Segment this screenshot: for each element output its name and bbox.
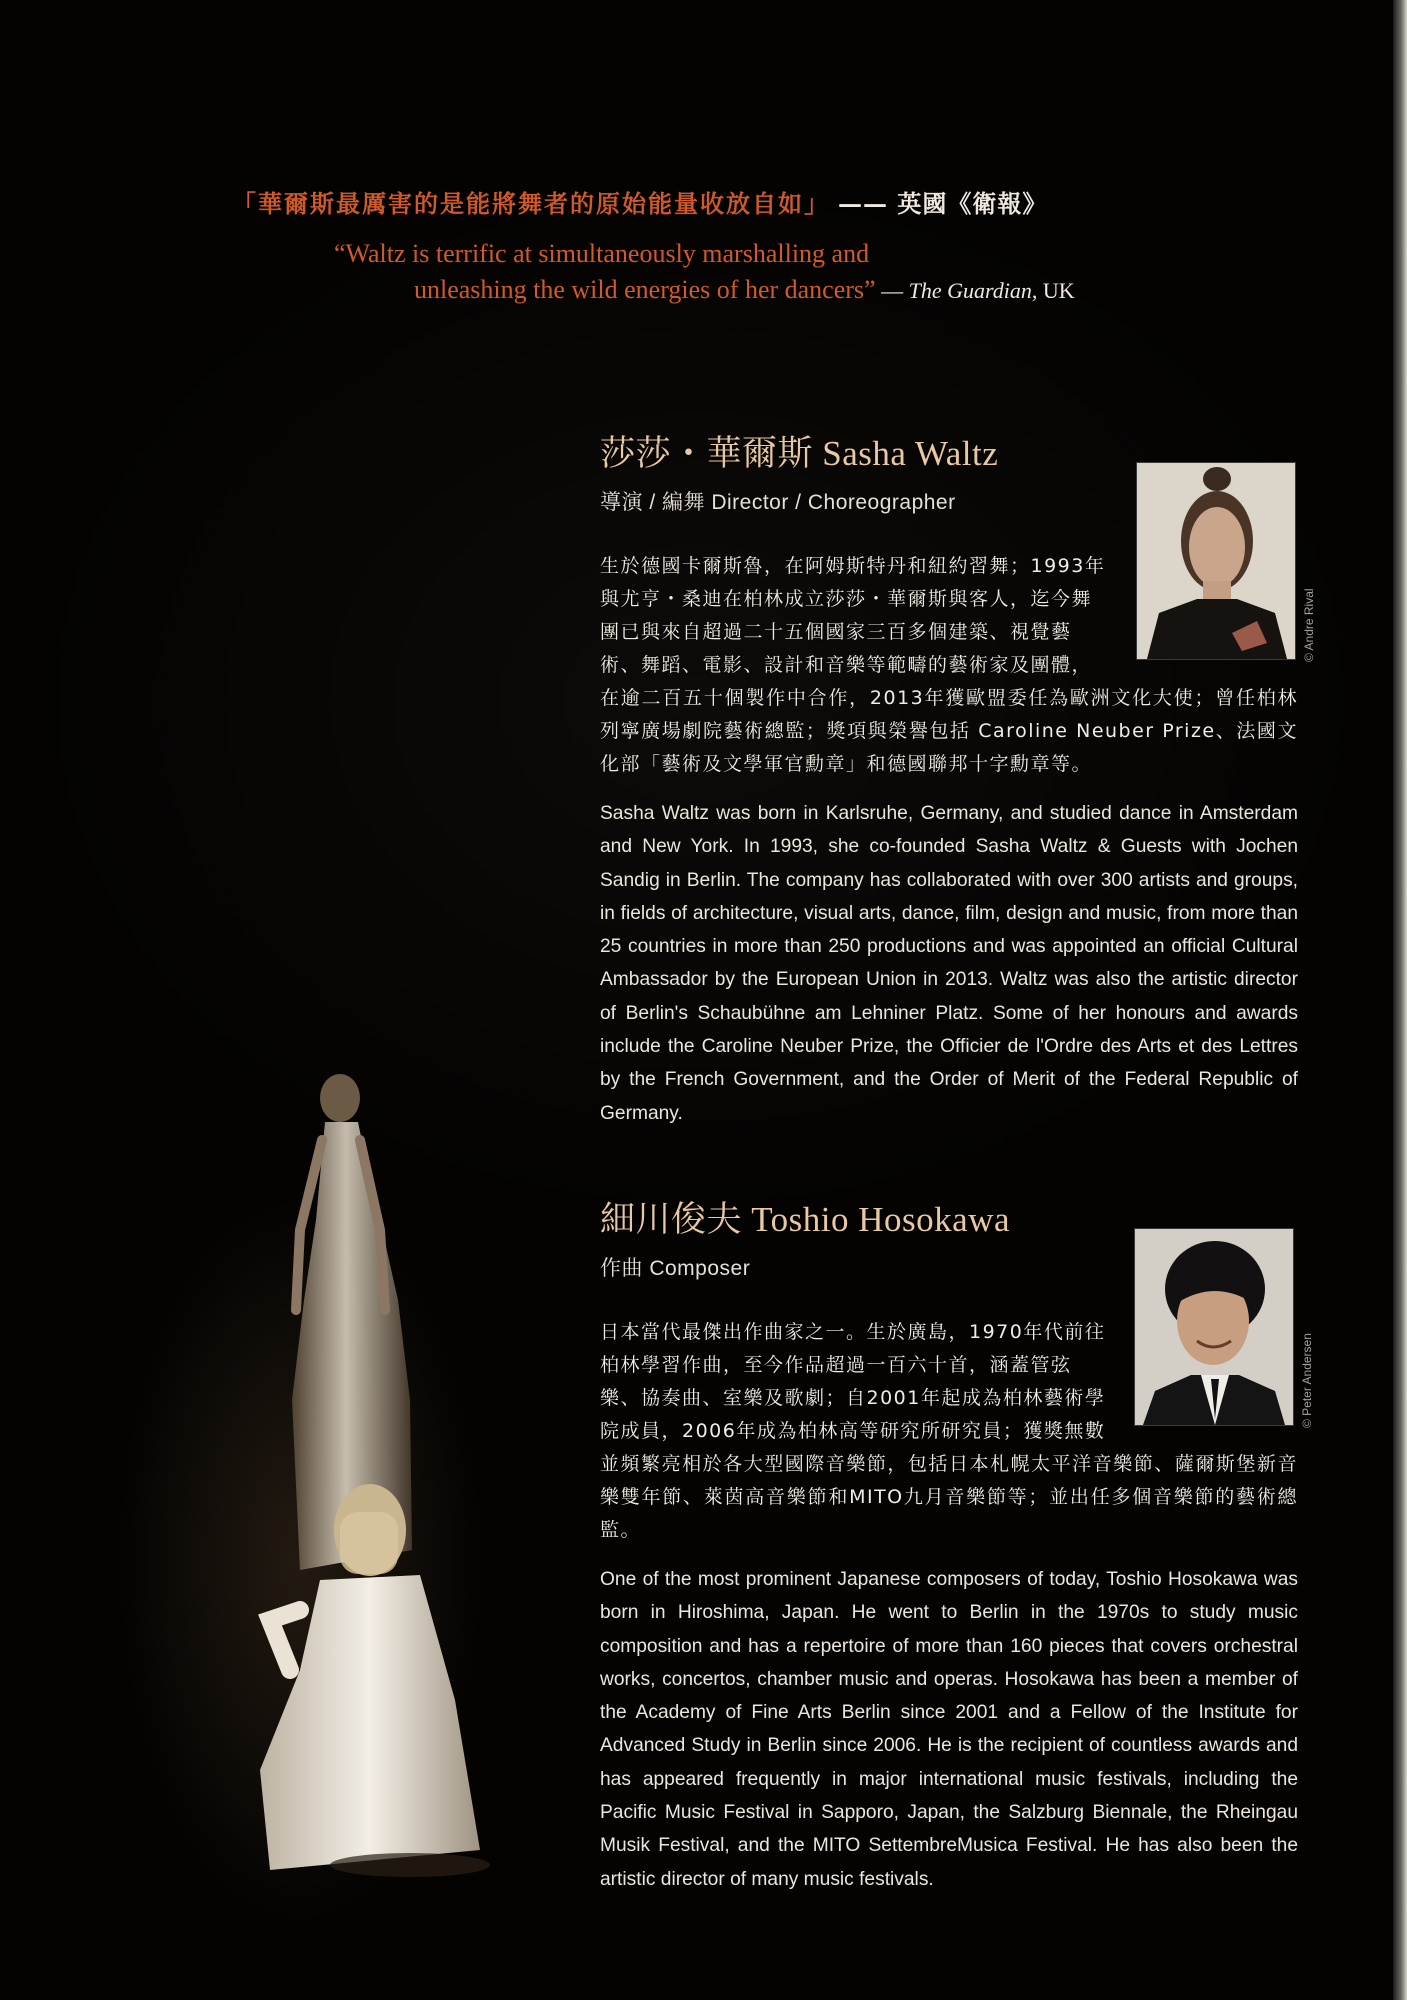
bio-english-text: One of the most prominent Japanese composers of today, Toshio Hosokawa was born in Hiroshima, Japan. He went to Berlin in the 1970s to study music composition and has a repertoire of more than 160 pieces that covers orchestral works, concertos, chamber music and operas. Hosokawa has been a member of the Academy of Fine Arts Berlin since 2001 and a Fellow of the Institute for Advanced Study in Berlin since 2006. He is the recipient of countless awards and has appeared frequently in major international music festivals, including the Pacific Music Festival in Sapporo, Japan, the Salzburg Biennale, the Rheingau Musik Festival, and the MITO SettembreMusica Festival. He has also been the artistic director of many music festivals. (600, 1569, 1298, 1890)
bio-chinese-line: 柏林學習作曲，至今作品超過一百六十首，涵蓋管弦 (600, 1354, 1072, 1376)
bio-name: 細川俊夫 Toshio Hosokawa (600, 1200, 1011, 1239)
bio-chinese-paragraph: 在逾二百五十個製作中合作，2013年獲歐盟委任為歐洲文化大使；曾任柏林列寧廣場劇院藝術總監；獎項與榮譽包括 Caroline Neuber Prize、法國文化部「藝術及文學軍官勳章」和德國聯邦十字勳章等。 (600, 687, 1298, 775)
quote-english-dash: — (875, 278, 909, 303)
bio-chinese-line: 樂、協奏曲、室樂及歌劇；自2001年起成為柏林藝術學 (600, 1387, 1106, 1409)
quote-chinese (232, 184, 1132, 219)
quote-english (300, 236, 1200, 309)
quote-english-country: , UK (1031, 278, 1075, 303)
quote-chinese-text: 「華爾斯最厲害的是能將舞者的原始能量收放自如」 (232, 189, 830, 218)
portrait-photo-sasha (1136, 462, 1296, 660)
quote-english-line2-wrap (300, 272, 1200, 309)
portrait-toshio-image (1135, 1229, 1293, 1425)
bio-chinese-line: 術、舞蹈、電影、設計和音樂等範疇的藝術家及團體， (600, 654, 1093, 676)
quote-chinese-source: —— 英國《衛報》 (838, 189, 1048, 218)
bio-chinese-line: 團已與來自超過二十五個國家三百多個建築、視覺藝 (600, 621, 1072, 643)
bio-role: 導演 / 編舞 Director / Choreographer (600, 491, 956, 514)
bio-chinese-line: 院成員，2006年成為柏林高等研究所研究員；獲獎無數 (600, 1420, 1106, 1442)
kneeling-dancer-figure (230, 1470, 530, 1890)
bio-role: 作曲 Composer (600, 1257, 751, 1280)
page-edge (1393, 0, 1407, 2000)
quote-english-line1: “Waltz is terrific at simultaneously marshalling and (334, 239, 870, 268)
bio-name: 莎莎・華爾斯 Sasha Waltz (600, 434, 999, 473)
bio-chinese-line: 生於德國卡爾斯魯，在阿姆斯特丹和紐約習舞；1993年 (600, 555, 1106, 577)
quote-english-line2: unleashing the wild energies of her dancers” (414, 275, 876, 304)
bio-chinese-line: 日本當代最傑出作曲家之一。生於廣島，1970年代前往 (600, 1321, 1106, 1343)
quote-english-publication: The Guardian (908, 278, 1032, 303)
photo-credit-toshio: © Peter Andersen (1300, 1333, 1314, 1428)
portrait-sasha-image (1137, 463, 1295, 659)
bio-english-text: Sasha Waltz was born in Karlsruhe, Germany, and studied dance in Amsterdam and New York. In 1993, she co-founded Sasha Waltz & Guests with Jochen Sandig in Berlin. The company has collaborated with over 300 artists and groups, in fields of architecture, visual arts, dance, film, design and music, from more than 25 countries in more than 250 productions and was appointed an official Cultural Ambassador by the European Union in 2013. Waltz was also the artistic director of Berlin's Schaubühne am Lehniner Platz. Some of her honours and awards include the Caroline Neuber Prize, the Officier de l'Ordre des Arts et des Lettres by the French Government, and the Order of Merit of the Federal Republic of Germany. (600, 803, 1298, 1124)
photo-credit-sasha: © Andre Rival (1302, 588, 1316, 662)
portrait-photo-toshio (1134, 1228, 1294, 1426)
bio-chinese-paragraph: 並頻繁亮相於各大型國際音樂節，包括日本札幌太平洋音樂節、薩爾斯堡新音樂雙年節、萊茵高音樂節和MITO九月音樂節等；並出任多個音樂節的藝術總監。 (600, 1453, 1298, 1541)
bio-chinese-line: 與尤亨・桑迪在柏林成立莎莎・華爾斯與客人，迄今舞 (600, 588, 1093, 610)
